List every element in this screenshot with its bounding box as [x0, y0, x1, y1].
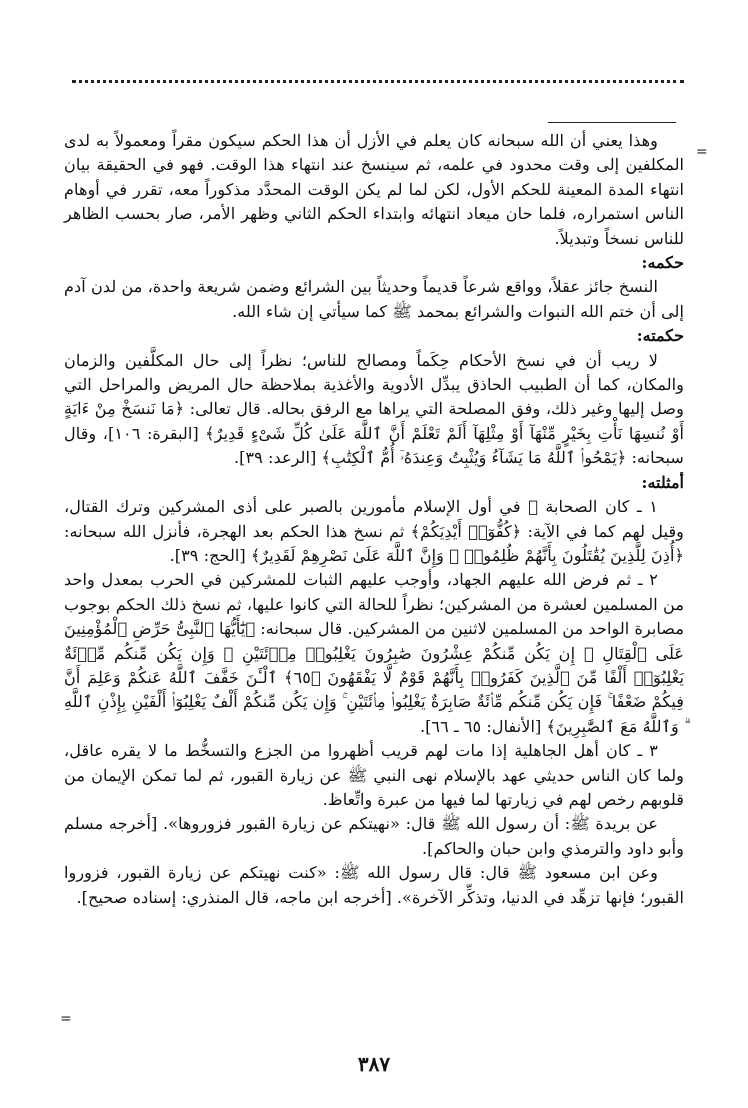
page-number: ٣٨٧	[357, 1052, 391, 1076]
example-3: ٣ ـ كان أهل الجاهلية إذا مات لهم قريب أظهروا من الجزع والتسخُّط ما لا يقره عاقل، ولما كان الناس حديثي عهد بالإسلام نهى النبي ﷺ عن زيارة القبور، ثم لما تمكن الإيمان من قلوبهم رخص لهم في زيارتها لما فيها من عبرة واتِّعاظ.	[64, 741, 684, 809]
hikmatuh-paragraph: لا ريب أن في نسخ الأحكام حِكَماً ومصالح للناس؛ نظراً إلى حال المكلَّفين والزمان والمكان، كما أن الطبيب الحاذق يبدِّل الأدوية والأغذية بملاحظة حال المريض والمراحل التي وصل إليها وغير ذلك، وفق المصلحة التي يراها مع الرفق بحاله. قال تعالى: ﴿مَا نَنسَخْ مِنْ ءَايَةٍ أَوْ نُنسِهَا نَأْتِ بِخَيْرٍ مِّنْهَآ أَوْ مِثْلِهَآ أَلَمْ تَعْلَمْ أَنَّ ٱللَّهَ عَلَىٰ كُلِّ شَىْءٍ قَدِيرٌ﴾ [البقرة: ١٠٦]، وقال سبحانه: ﴿يَمْحُوا۟ ٱللَّهُ مَا يَشَآءُ وَيُثْبِتُ وَعِندَهُۥٓ أُمُّ ٱلْكِتَٰبِ﴾ [الرعد: ٣٩].	[64, 350, 685, 468]
continuation-mark-bottom: =	[60, 1011, 72, 1027]
heading-hikmatuh: حكمته:	[636, 326, 684, 346]
continuation-mark-top: =	[696, 144, 708, 160]
footnote-rule	[548, 122, 676, 123]
hadith-ibn-masud: وعن ابن مسعود ﷺ قال: قال رسول الله ﷺ: «كنت نهيتكم عن زيارة القبور، فزوروا القبور؛ فإنها تزهِّد في الدنيا، وتذكِّر الآخرة». [أخرجه ابن ماجه، قال المنذري: إسناده صحيح].	[64, 863, 684, 907]
hadith-buraydah: عن بريدة ﷺ: أن رسول الله ﷺ قال: «نهيتكم عن زيارة القبور فزوروها». [أخرجه مسلم وأبو داود والترمذي وابن حبان والحاكم].	[64, 814, 684, 858]
body-text	[64, 129, 684, 910]
heading-hukmuh: حكمه:	[641, 253, 684, 273]
hukmuh-paragraph: النسخ جائز عقلاً، وواقع شرعاً قديماً وحديثاً بين الشرائع وضمن شريعة واحدة، من لدن آدم إلى أن ختم الله النبوات والشرائع بمحمد ﷺ كما سيأتي إن شاء الله.	[64, 277, 684, 321]
intro-paragraph: وهذا يعني أن الله سبحانه كان يعلم في الأزل أن هذا الحكم سيكون مقراً ومعمولاً به لدى المكلفين إلى وقت محدود في علمه، ثم سينسخ عند انتهاء هذا الوقت. فهو في الحقيقة بيان انتهاء المدة المعينة للحكم الأول، لكن لما لم يكن الوقت المحدَّد مذكوراً معه، تقرر في أوهام الناس استمراره، فلما حان ميعاد انتهائه وابتداء الحكم الثاني وظهر الأمر، صار بحسب الظاهر للناس نسخاً وتبديلاً.	[64, 131, 684, 248]
example-2: ٢ ـ ثم فرض الله عليهم الجهاد، وأوجب عليهم الثبات للمشركين في الحرب بمعدل واحد من المسلمين لعشرة من المشركين؛ نظراً للحالة التي كانوا عليها، ثم نسخ ذلك الحكم بوجوب مصابرة الواحد من المسلمين لاثنين من المشركين. قال سبحانه: ﴿يَٰٓأَيُّهَا ٱلنَّبِىُّ حَرِّضِ ٱلْمُؤْمِنِينَ عَلَى ٱلْقِتَالِ ۚ إِن يَكُن مِّنكُمْ عِشْرُونَ صَٰبِرُونَ يَغْلِبُوا۟ مِا۟ئَتَيْنِ ۚ وَإِن يَكُن مِّنكُم مِّا۟ئَةٌ يَغْلِبُوٓا۟ أَلْفًا مِّنَ ٱلَّذِينَ كَفَرُوا۟ بِأَنَّهُمْ قَوْمٌ لَّا يَفْقَهُونَ ﴿٦٥﴾ ٱلْـَٔنَ خَفَّفَ ٱللَّهُ عَنكُمْ وَعَلِمَ أَنَّ فِيكُمْ ضَعْفًا ۚ فَإِن يَكُن مِّنكُم مِّا۟ئَةٌ صَابِرَةٌ يَغْلِبُوا۟ مِا۟ئَتَيْنِ ۚ وَإِن يَكُن مِّنكُمْ أَلْفٌ يَغْلِبُوٓا۟ أَلْفَيْنِ بِإِذْنِ ٱللَّهِ ۗ وَٱللَّهُ مَعَ ٱلصَّٰبِرِينَ﴾ [الأنفال: ٦٥ ـ ٦٦].	[64, 570, 685, 736]
dotted-separator	[72, 80, 684, 83]
heading-amthila: أمثلته:	[641, 472, 684, 492]
example-1: ١ ـ كان الصحابة ﷺ في أول الإسلام مأمورين بالصبر على أذى المشركين وترك القتال، وقيل لهم كما في الآية: ﴿كُفُّوٓا۟ أَيْدِيَكُمْ﴾ ثم نسخ هذا الحكم بعد الهجرة، فأنزل الله سبحانه: ﴿أُذِنَ لِلَّذِينَ يُقَٰتَلُونَ بِأَنَّهُمْ ظُلِمُوا۟ ۚ وَإِنَّ ٱللَّهَ عَلَىٰ نَصْرِهِمْ لَقَدِيرٌ﴾ [الحج: ٣٩].	[64, 497, 684, 565]
